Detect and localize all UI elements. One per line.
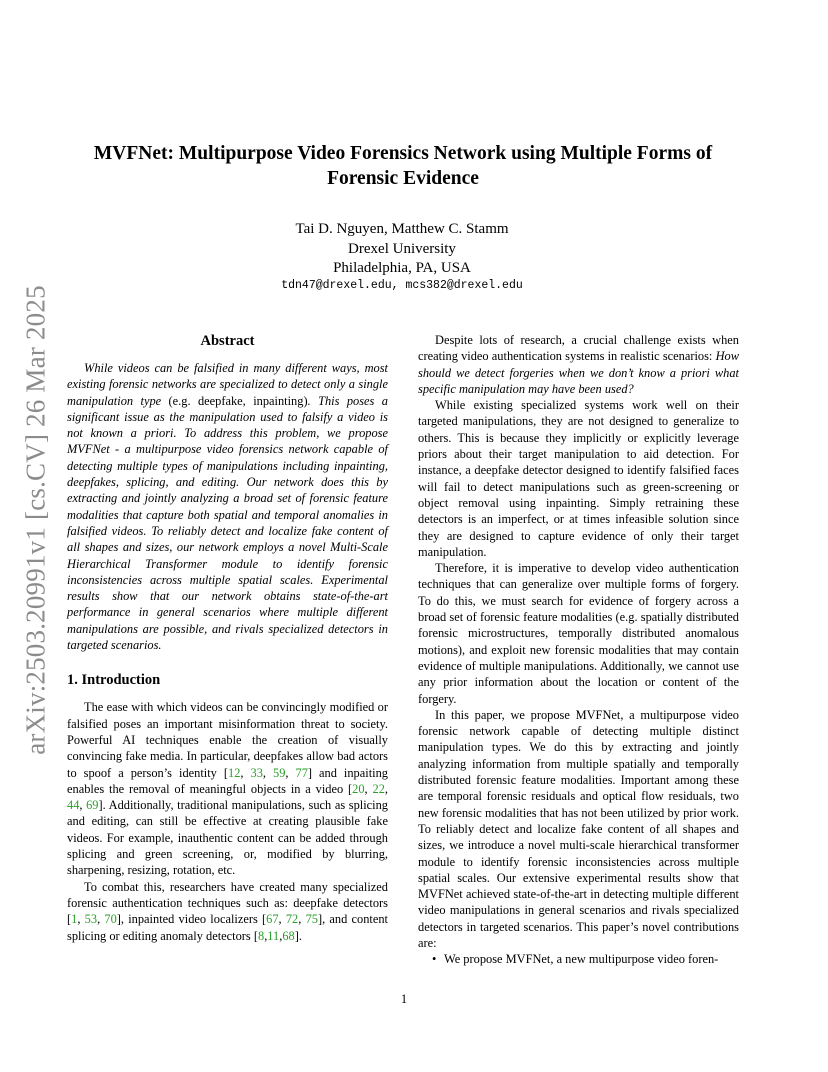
citation-link[interactable]: 12 xyxy=(228,765,241,780)
author-names: Tai D. Nguyen, Matthew C. Stamm xyxy=(295,221,509,237)
arxiv-watermark: arXiv:2503.20991v1 [cs.CV] 26 Mar 2025 xyxy=(20,285,51,755)
paper-title: MVFNet: Multipurpose Video Forensics Network using Multiple Forms of Forensic Evidence xyxy=(93,143,713,189)
citation-link[interactable]: 1 xyxy=(71,912,78,927)
citation-link[interactable]: 72 xyxy=(285,912,299,927)
right-paragraph-3: Therefore, it is imperative to develop video authentication techniques that can generalize over multiple forms of forgery. To do this, we must search for evidence of forgery across a broad set of forensic feature modalities (e.g. spatially distributed forensic microstructures, temporally distributed anomalous motions), and exploit new forensic modalities that may contain evidence of multiple manipulations. Additionally, we cannot use any prior information about the location or content of the forgery. xyxy=(418,561,739,706)
citation-link[interactable]: 68 xyxy=(282,928,295,943)
page-number: 1 xyxy=(400,992,408,1006)
citation-link[interactable]: 53 xyxy=(84,912,98,927)
contribution-bullet-1 xyxy=(418,951,739,967)
intro-p1-text-a: The ease with which videos can be convincingly modified or falsified poses an important misinformation threat to society. Powerful AI techniques enable the creation of visually convincing fake media. In particular, deepfakes allow bad actors to spoof a person’s identity [ xyxy=(67,700,388,780)
author-affiliation: Drexel University xyxy=(348,240,456,257)
citation-link[interactable]: 22 xyxy=(372,781,385,796)
citation-link[interactable]: 59 xyxy=(273,765,286,780)
citation-link[interactable]: 20 xyxy=(352,781,365,796)
citation-link[interactable]: 70 xyxy=(104,912,117,927)
citation-link[interactable]: 33 xyxy=(250,765,263,780)
citation-link[interactable]: 44 xyxy=(67,798,80,813)
right-p1-text-a: Despite lots of research, a crucial challenge exists when creating video authentication systems in realistic scenarios: xyxy=(418,333,739,364)
abstract-text-b: (e.g. deepfake, inpainting) xyxy=(168,393,308,408)
right-paragraph-2: While existing specialized systems work well on their targeted manipulations, they are not designed to generalize to others. This is because they implicitly or explicitly leverage priors about their target manipulation to aid detection. For instance, a deepfake detector designed to identify falsified faces will fail to detect manipulations such as green-screening or object removal using inpainting. Simply retraining these detectors is an imperfect, or at times infeasible solution since they are designed to capture evidence of only their target manipulation. xyxy=(418,398,739,559)
citation-link[interactable]: 67 xyxy=(266,912,279,927)
intro-paragraph-1: The ease with which videos can be convincingly modified or falsified poses an important misinformation threat to society. Powerful AI techniques enable the creation of visually convincing fake media. In particular, deepfakes allow bad actors to spoof a person’s identity [12, 33, 59, 77] and inpaiting enables the removal of meaningful objects in a video [20, 22, 44, 69]. Additionally, traditional manipulations, such as splicing and editing, can still be effective at creating plausible fake videos. For example, inauthentic content can be added through splicing and green screening, or, modified by blurring, sharpening, resizing, rotation, etc. xyxy=(67,700,388,878)
bullet-mark: • xyxy=(432,952,437,967)
citation-link[interactable]: 11 xyxy=(267,928,280,943)
intro-p2-text-d: ]. xyxy=(294,928,302,943)
intro-p2-text-c: ], and content splicing or editing anomaly detectors [ xyxy=(67,912,388,943)
right-paragraph-4: In this paper, we propose MVFNet, a multipurpose video forensic network capable of detecting multiple distinct manipulation types. We do this by extracting and jointly analyzing information from multiple spatially and temporally distributed forensic feature modalities. Important among these are temporal forensic residuals and optical flow residuals, two new forensic modalities that has not been utilized by prior work. To reliably detect and localize fake content of all shapes and sizes, we introduce a novel multi-scale hierarchical transformer module to identify forensic inconsistencies across multiple spatial scales. Our extensive experimental results show that MVFNet achieved state-of-the-art in detecting multiple different video manipulations in general scenarios and rivals specialized detectors in targeted scenarios. This paper’s novel contributions are: xyxy=(418,707,739,950)
intro-p2-text-a: To combat this, researchers have created many specialized forensic authentication techniques such as: deepfake detectors [ xyxy=(67,879,388,927)
right-paragraph-1 xyxy=(418,332,739,397)
citation-link[interactable]: 75 xyxy=(305,912,318,927)
intro-p2-text-b: ], inpainted video localizers [ xyxy=(116,912,267,927)
author-block xyxy=(200,220,604,279)
right-column xyxy=(418,332,739,968)
abstract-heading: Abstract xyxy=(200,333,255,349)
intro-p1-text-c: ]. Additionally, traditional manipulations, such as splicing and editing, can still be effective at creating plausible fake videos. For example, inauthentic content can be added through splicing and green screening, or, modified by blurring, sharpening, resizing, rotation, etc. xyxy=(67,798,388,878)
right-p1-question: How should we detect forgeries when we don’t know a priori what specific manipulation may have been used? xyxy=(418,349,739,396)
citation-link[interactable]: 69 xyxy=(86,798,99,813)
left-column xyxy=(67,332,388,944)
abstract-text-c: . This poses a significant issue as the manipulation used to falsify a video is not known a priori. To address this problem, we propose MVFNet - a multipurpose video forensics network capable of detecting multiple types of manipulations including inpainting, deepfakes, splicing, and editing. Our network does this by extracting and jointly analyzing a broad set of forensic feature modalities that capture both spatial and temporal anomalies in falsified videos. To reliably detect and localize fake content of all shapes and sizes, our network employs a novel Multi-Scale Hierarchical Transformer module to identify forensic inconsistencies across multiple spatial scales. Experimental results show that our network obtains state-of-the-art performance in general scenarios where multiple different manipulations are possible, and rivals specialized detectors in targeted scenarios. xyxy=(67,393,388,653)
intro-p1-text-b: ] and inpaiting enables the removal of meaningful objects in a video [ xyxy=(67,765,388,796)
author-emails: tdn47@drexel.edu, mcs382@drexel.edu xyxy=(281,279,523,292)
intro-paragraph-2: To combat this, researchers have created many specialized forensic authentication techniques such as: deepfake detectors [1, 53, 70], inpainted video localizers [67, 72, 75], and content splicing or editing anomaly detectors [8,11,68]. xyxy=(67,879,388,943)
citation-link[interactable]: 8 xyxy=(257,928,265,943)
author-location: Philadelphia, PA, USA xyxy=(333,260,471,276)
introduction-heading: 1. Introduction xyxy=(67,672,161,689)
citation-link[interactable]: 77 xyxy=(295,765,308,780)
abstract-text xyxy=(67,360,388,653)
contribution-bullet-1-text: We propose MVFNet, a new multipurpose video foren- xyxy=(444,952,719,967)
abstract-text-a: While videos can be falsified in many different ways, most existing forensic networks are specialized to detect only a single manipulation type xyxy=(67,361,388,408)
